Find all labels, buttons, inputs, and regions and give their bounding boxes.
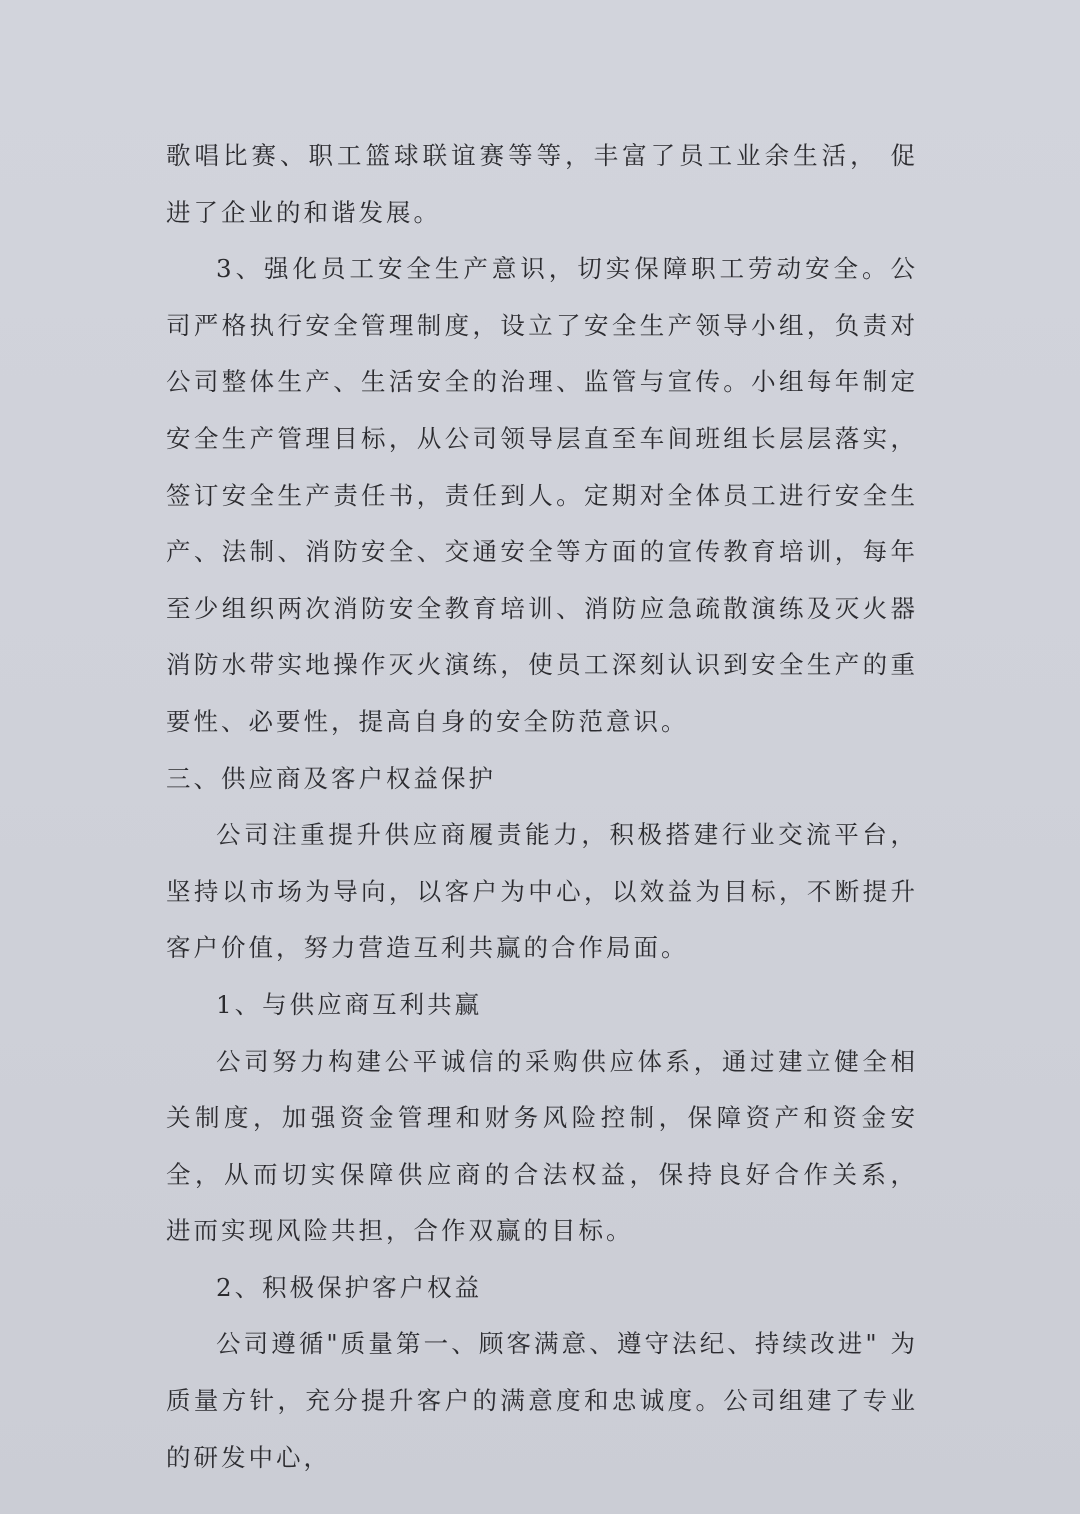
document-body	[166, 128, 918, 1486]
sub-heading-supplier-win-win: 1、与供应商互利共赢	[216, 989, 483, 1019]
quality-policy-paragraph: 公司遵循"质量第一、顾客满意、遵守法纪、持续改进" 为质量方针，充分提升客户的满意度和忠诚度。公司组建了专业的研发中心，	[166, 1329, 918, 1472]
continuation-paragraph: 歌唱比赛、职工篮球联谊赛等等，丰富了员工业余生活， 促进了企业的和谐发展。	[166, 141, 918, 227]
supplier-system-paragraph: 公司努力构建公平诚信的采购供应体系，通过建立健全相关制度，加强资金管理和财务风险控制，保障资产和资金安全，从而切实保障供应商的合法权益，保持良好合作关系， 进而实现风险共担，合作双赢的目标。	[166, 1046, 918, 1246]
sub-heading-customer-rights: 2、积极保护客户权益	[216, 1272, 483, 1302]
safety-item-paragraph: 3、强化员工安全生产意识，切实保障职工劳动安全。公司严格执行安全管理制度，设立了安全生产领导小组，负责对公司整体生产、生活安全的治理、监管与宣传。小组每年制定安全生产管理目标，从公司领导层直至车间班组长层层落实，签订安全生产责任书，责任到人。定期对全体员工进行安全生产、法制、消防安全、交通安全等方面的宣传教育培训，每年至少组织两次消防安全教育培训、消防应急疏散演练及灭火器消防水带实地操作灭火演练，使员工深刻认识到安全生产的重要性、必要性，提高自身的安全防范意识。	[166, 254, 918, 736]
section-heading-supplier-customer: 三、供应商及客户权益保护	[166, 763, 496, 793]
supplier-intro-paragraph: 公司注重提升供应商履责能力，积极搭建行业交流平台，坚持以市场为导向，以客户为中心，以效益为目标，不断提升客户价值，努力营造互利共赢的合作局面。	[166, 820, 918, 963]
